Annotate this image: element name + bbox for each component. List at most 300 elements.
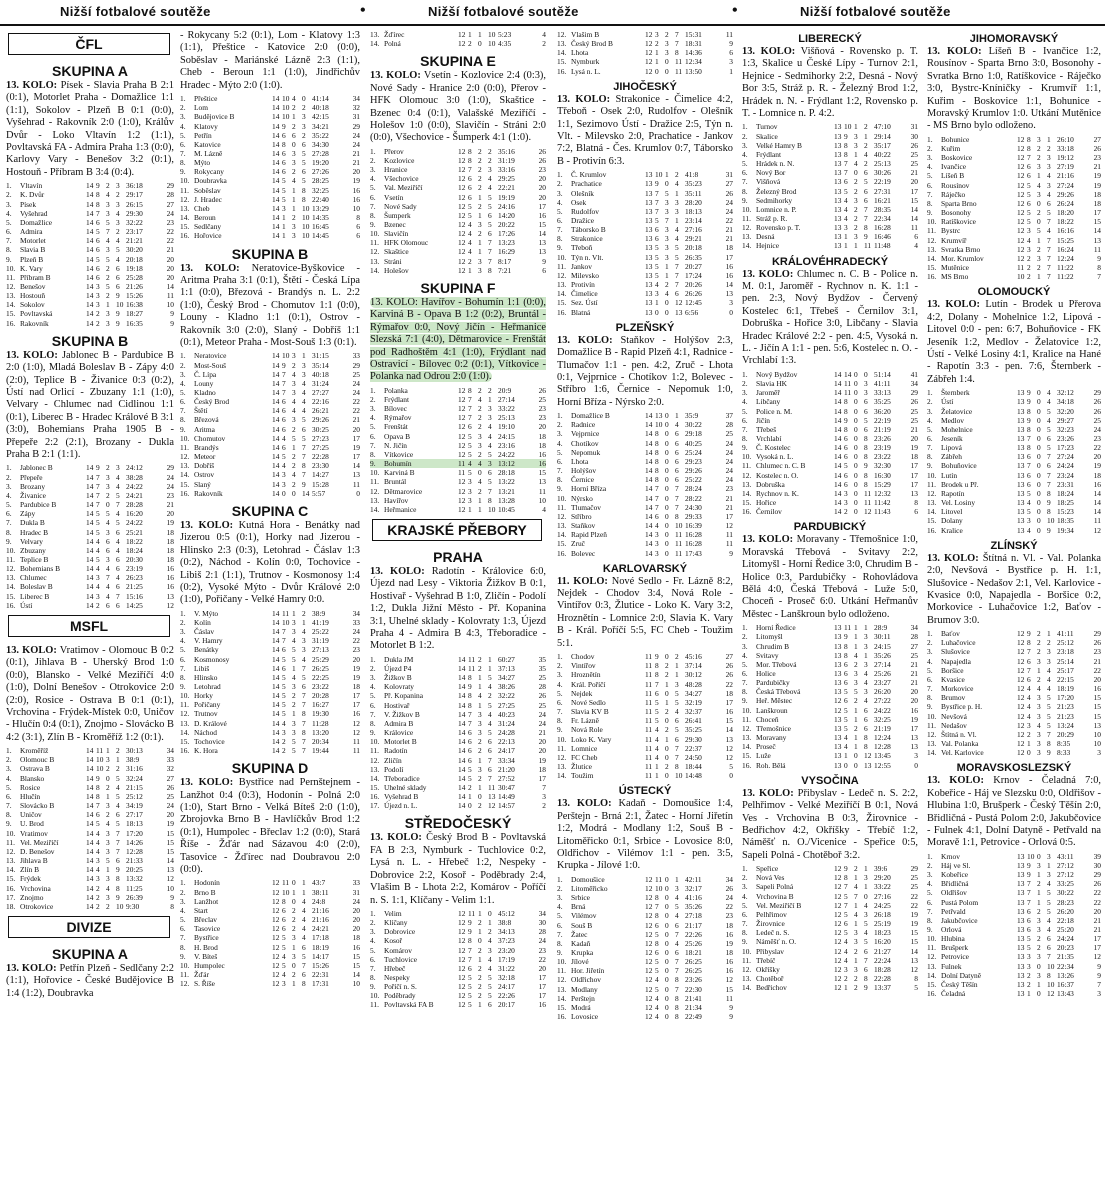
standings-table	[557, 652, 733, 780]
draws: 2	[106, 272, 110, 282]
points: 23	[1093, 433, 1101, 443]
round-results	[557, 576, 733, 650]
score: 24:24	[1057, 461, 1074, 471]
losses: 4	[1047, 226, 1051, 236]
wins: 11	[96, 746, 104, 756]
rank: 13.	[370, 764, 380, 774]
points: 20	[166, 263, 174, 273]
wins: 7	[468, 718, 472, 728]
points: 15	[166, 837, 174, 847]
draws: 0	[665, 975, 669, 985]
draws: 0	[665, 475, 669, 485]
wins: 5	[96, 518, 100, 528]
score: 41:11	[1057, 629, 1074, 639]
score: 40:25	[685, 438, 702, 448]
wins: 10	[1027, 851, 1035, 861]
draws: 0	[665, 429, 669, 439]
team-name: Motorlet	[20, 236, 46, 246]
draws: 0	[665, 466, 669, 476]
rank: 2.	[180, 360, 186, 370]
results-text: - Rokycany 5:2 (0:1), Lom - Klatovy 1:3 (1:1), Přeštice - Katovice 2:0 (0:0), Soběslav - Mariánské Lázně 2:3 (1:1), Cheb - Beroun 1:1 (1:0), Jindřichův Hradec - Mýto 2:0 (1:0).	[180, 30, 360, 91]
losses: 3	[864, 687, 868, 697]
played: 14	[86, 892, 94, 902]
table-row	[742, 150, 918, 159]
losses: 4	[675, 893, 679, 903]
played: 14	[458, 718, 466, 728]
score: 23:26	[685, 975, 702, 985]
draws: 0	[665, 893, 669, 903]
points: 21	[352, 158, 360, 168]
played: 12	[272, 951, 280, 961]
played: 12	[1017, 711, 1025, 721]
team-name: Pardubičky	[756, 678, 790, 688]
score: 41:8	[685, 170, 699, 180]
losses: 4	[116, 481, 120, 491]
table-row	[180, 379, 360, 388]
team-name: Val. Polanka	[941, 739, 979, 748]
losses: 12	[1047, 989, 1055, 999]
played: 14	[86, 828, 94, 838]
table-row	[742, 223, 918, 232]
played: 14	[86, 801, 94, 811]
score: 11:25	[126, 883, 143, 893]
wins: 6	[468, 737, 472, 747]
rank: 12.	[742, 964, 752, 974]
losses: 7	[302, 960, 306, 970]
team-name: Vratimov	[20, 828, 48, 838]
rank: 11.	[370, 238, 379, 248]
table-row	[6, 764, 174, 773]
points: 12	[725, 743, 733, 753]
score: 4:35	[498, 39, 512, 49]
score: 35:25	[685, 725, 702, 735]
rank: 7.	[180, 406, 186, 416]
team-name: Vilémov	[571, 911, 597, 921]
table-row	[742, 751, 918, 760]
score: 24:22	[498, 449, 515, 459]
played: 12	[458, 908, 466, 918]
played: 12	[458, 229, 466, 239]
score: 13:23	[498, 238, 515, 248]
table-row	[927, 638, 1101, 647]
rank: 10.	[557, 734, 567, 744]
team-name: Bolevec	[571, 548, 596, 558]
team-name: Lomnice	[571, 743, 598, 753]
draws: 0	[1037, 198, 1041, 208]
losses: 4	[116, 801, 120, 811]
table-row	[370, 183, 546, 192]
team-name: Holešov	[384, 265, 409, 275]
score: 29:30	[126, 208, 143, 218]
played: 14	[272, 746, 280, 756]
table-row	[927, 162, 1101, 171]
points: 18	[538, 764, 546, 774]
wins: 10	[844, 122, 852, 132]
score: 30:11	[874, 632, 891, 642]
draws: 1	[665, 170, 669, 180]
score: 25:26	[685, 938, 702, 948]
score: 24:22	[874, 705, 891, 715]
rank: 4.	[557, 438, 563, 448]
losses: 8	[864, 742, 868, 752]
team-name: Krupka	[571, 947, 594, 957]
points: 9	[170, 318, 174, 328]
wins: 4	[282, 970, 286, 980]
score: 24:50	[685, 752, 702, 762]
score: 26:15	[126, 199, 143, 209]
rank: 11.	[927, 226, 936, 236]
points: 26	[1093, 397, 1101, 407]
wins: 5	[655, 243, 659, 253]
played: 12	[458, 247, 466, 257]
wins: 9	[655, 179, 659, 189]
played: 11	[645, 743, 653, 753]
losses: 12	[675, 298, 683, 308]
points: 25	[166, 791, 174, 801]
team-name: Dětmarovice	[384, 486, 423, 496]
rank: 5.	[180, 915, 186, 925]
points: 18	[166, 527, 174, 537]
score: 18:22	[1057, 217, 1074, 227]
played: 14	[86, 181, 94, 191]
score: 21:35	[1057, 952, 1074, 962]
table-row	[927, 702, 1101, 711]
losses: 2	[488, 691, 492, 701]
played: 13	[1017, 943, 1025, 953]
table-row	[370, 30, 546, 39]
points: 25	[910, 882, 918, 892]
team-name: Jaroměř	[756, 388, 780, 398]
points: 27	[1093, 134, 1101, 144]
table-row	[370, 39, 546, 48]
table-row	[370, 710, 546, 719]
losses: 4	[675, 420, 679, 430]
score: 60:27	[498, 654, 515, 664]
played: 12	[645, 911, 653, 921]
rank: 3.	[742, 641, 748, 651]
draws: 1	[854, 122, 858, 132]
round-label: 13. KOLO:	[557, 798, 612, 810]
team-name: Luhačovice	[941, 638, 976, 648]
played: 12	[1017, 674, 1025, 684]
played: 14	[834, 461, 842, 471]
points: 34	[910, 623, 918, 633]
rank: 12.	[742, 470, 752, 480]
rank: 11.	[557, 743, 566, 753]
losses: 8	[675, 48, 679, 58]
draws: 3	[478, 265, 482, 275]
team-name: Modlany	[571, 984, 598, 994]
played: 12	[1017, 693, 1025, 703]
score: 16:21	[874, 195, 891, 205]
draws: 2	[106, 782, 110, 792]
score: 21:34	[685, 1002, 702, 1012]
points: 18	[725, 920, 733, 930]
team-name: Přepeře	[20, 472, 43, 482]
losses: 9	[116, 309, 120, 319]
losses: 8	[864, 223, 868, 233]
wins: 5	[844, 891, 848, 901]
losses: 8	[864, 470, 868, 480]
rank: 12.	[180, 979, 190, 989]
wins: 5	[844, 928, 848, 938]
round-label: 13. KOLO:	[742, 787, 794, 799]
rank: 2.	[742, 873, 748, 883]
table-row	[180, 222, 360, 231]
played: 12	[272, 905, 280, 915]
points: 27	[166, 199, 174, 209]
score: 24:28	[498, 728, 515, 738]
team-name: Třeboradice	[384, 773, 420, 783]
wins: 6	[282, 424, 286, 434]
table-row	[742, 956, 918, 965]
score: 29:30	[685, 734, 702, 744]
score: 15:25	[1057, 235, 1074, 245]
points: 21	[352, 148, 360, 158]
table-row	[557, 680, 733, 689]
points: 16	[725, 261, 733, 271]
team-name: Třebeš	[756, 424, 777, 434]
points: 18	[538, 431, 546, 441]
points: 13	[166, 865, 174, 875]
played: 13	[645, 261, 653, 271]
points: 23	[725, 484, 733, 494]
points: 13	[1093, 235, 1101, 245]
losses: 8	[116, 883, 120, 893]
score: 22:24	[874, 955, 891, 965]
points: 15	[538, 468, 546, 478]
points: 21	[910, 678, 918, 688]
rank: 11.	[927, 943, 936, 953]
draws: 2	[106, 764, 110, 774]
table-row	[557, 698, 733, 707]
points: 12	[1093, 952, 1101, 962]
points: 16	[725, 270, 733, 280]
points: 19	[352, 176, 360, 186]
score: 25:17	[1057, 665, 1074, 675]
rank: 5.	[6, 500, 12, 510]
losses: 14	[302, 488, 310, 498]
wins: 9	[655, 652, 659, 662]
losses: 7	[675, 752, 679, 762]
region-heading: LIBERECKÝ	[798, 33, 862, 45]
points: 9	[1097, 253, 1101, 263]
losses: 6	[488, 468, 492, 478]
points: 16	[166, 573, 174, 583]
team-name: Ostrava B	[20, 764, 50, 774]
played: 12	[645, 984, 653, 994]
score: 23:26	[1057, 433, 1074, 443]
wins: 6	[96, 810, 100, 820]
losses: 1	[864, 650, 868, 660]
score: 22:34	[874, 214, 891, 223]
score: 14:49	[498, 792, 515, 802]
score: 13:28	[498, 495, 515, 505]
draws: 0	[665, 521, 669, 531]
draws: 1	[106, 300, 110, 310]
played: 12	[458, 936, 466, 946]
losses: 10	[302, 213, 310, 223]
wins: 14	[844, 369, 852, 379]
draws: 0	[1037, 452, 1041, 462]
rank: 6.	[927, 897, 933, 907]
played: 14	[86, 527, 94, 537]
played: 13	[834, 641, 842, 651]
wins: 11	[844, 388, 852, 398]
played: 14	[86, 291, 94, 301]
rank: 5.	[370, 945, 376, 955]
losses: 3	[116, 199, 120, 209]
played: 14	[86, 746, 94, 756]
points: 20	[538, 737, 546, 747]
points: 24	[538, 718, 546, 728]
table-row	[927, 245, 1101, 254]
draws: 2	[1037, 629, 1041, 639]
rank: 1.	[180, 878, 186, 888]
team-name: Sapeli Polná	[756, 882, 794, 892]
played: 14	[86, 509, 94, 519]
draws: 2	[1037, 906, 1041, 916]
draws: 4	[854, 159, 858, 169]
team-name: Ústí	[941, 397, 954, 407]
table-row	[370, 395, 546, 404]
rank: 11.	[6, 272, 15, 282]
score: 16:20	[126, 509, 143, 519]
team-name: Soběslav	[194, 185, 221, 195]
points: 21	[725, 493, 733, 503]
losses: 3	[116, 181, 120, 191]
wins: 2	[96, 892, 100, 902]
points: 16	[1093, 684, 1101, 694]
played: 12	[1017, 208, 1025, 218]
played: 12	[272, 915, 280, 925]
wins: 6	[844, 470, 848, 480]
losses: 7	[675, 270, 679, 280]
draws: 2	[478, 404, 482, 414]
table-row	[557, 911, 733, 920]
team-name: Radotín	[384, 746, 408, 756]
score: 27:14	[498, 394, 515, 404]
team-name: Hořovice	[194, 231, 222, 241]
team-name: Přerov	[384, 146, 404, 156]
played: 13	[1017, 507, 1025, 517]
losses: 8	[864, 479, 868, 489]
draws: 3	[854, 131, 858, 141]
rank: 3.	[180, 112, 186, 122]
rank: 13.	[742, 232, 752, 242]
played: 14	[645, 420, 653, 430]
team-name: Př. Kopanina	[384, 691, 423, 701]
team-name: Chotěboř	[756, 974, 784, 984]
losses: 1	[675, 411, 679, 421]
score: 32:25	[874, 714, 891, 724]
score: 31:16	[126, 764, 143, 774]
score: 35:26	[685, 902, 702, 912]
table-row	[742, 928, 918, 937]
region-heading: KRÁLOVÉHRADECKÝ	[771, 255, 889, 268]
draws: 2	[854, 983, 858, 993]
table-row	[557, 966, 733, 975]
points: 9	[542, 256, 546, 266]
wins: 3	[282, 727, 286, 737]
table-row	[742, 205, 918, 214]
losses: 5	[302, 951, 306, 961]
rank: 14.	[6, 865, 16, 875]
draws: 4	[292, 176, 296, 186]
losses: 2	[302, 103, 306, 113]
rank: 10.	[180, 433, 190, 443]
played: 14	[86, 865, 94, 875]
losses: 11	[675, 539, 683, 549]
team-name: Lhota	[571, 456, 589, 466]
draws: 4	[106, 518, 110, 528]
losses: 6	[675, 920, 679, 930]
draws: 3	[478, 440, 482, 450]
table-row	[370, 746, 546, 755]
team-name: Loko K. Vary	[571, 734, 612, 744]
draws: 1	[478, 1000, 482, 1010]
team-name: Motorlet B	[384, 737, 417, 747]
losses: 5	[116, 819, 120, 829]
played: 13	[1017, 525, 1025, 535]
draws: 2	[665, 761, 669, 771]
team-name: Újezd n. L.	[384, 801, 418, 811]
draws: 4	[292, 470, 296, 480]
score: 29:25	[498, 174, 515, 184]
wins: 4	[96, 582, 100, 592]
points: 18	[1093, 470, 1101, 480]
table-row	[6, 491, 174, 500]
points: 24	[166, 208, 174, 218]
wins: 5	[468, 991, 472, 1001]
team-name: S. Říše	[194, 979, 215, 989]
team-name: Prachatice	[571, 179, 602, 189]
draws: 0	[665, 771, 669, 781]
losses: 8	[488, 265, 492, 275]
wins: 1	[468, 504, 472, 514]
draws: 1	[854, 632, 858, 642]
competition-heading: KRAJSKÉ PŘEBORY	[372, 519, 542, 541]
losses: 2	[116, 746, 120, 756]
draws: 7	[854, 891, 858, 901]
draws: 4	[854, 650, 858, 660]
wins: 6	[1027, 479, 1031, 489]
played: 13	[1017, 961, 1025, 971]
team-name: Povltavská	[20, 309, 53, 319]
wins: 1	[282, 222, 286, 232]
draws: 4	[478, 477, 482, 487]
rank: 2.	[742, 632, 748, 642]
wins: 9	[468, 682, 472, 692]
rank: 1.	[742, 864, 748, 874]
score: 29:14	[874, 131, 891, 141]
rank: 7.	[557, 707, 563, 717]
losses: 5	[116, 791, 120, 801]
played: 12	[645, 30, 653, 39]
team-name: Vrchovina	[20, 883, 51, 893]
losses: 4	[675, 234, 679, 244]
draws: 0	[665, 456, 669, 466]
played: 13	[1017, 915, 1025, 925]
rank: 9.	[180, 681, 186, 691]
draws: 2	[1037, 674, 1041, 684]
score: 14:36	[685, 48, 702, 58]
score: 23:19	[874, 443, 891, 453]
points: 28	[166, 190, 174, 200]
wins: 8	[468, 691, 472, 701]
table-row	[370, 973, 546, 982]
table-row	[742, 623, 918, 632]
